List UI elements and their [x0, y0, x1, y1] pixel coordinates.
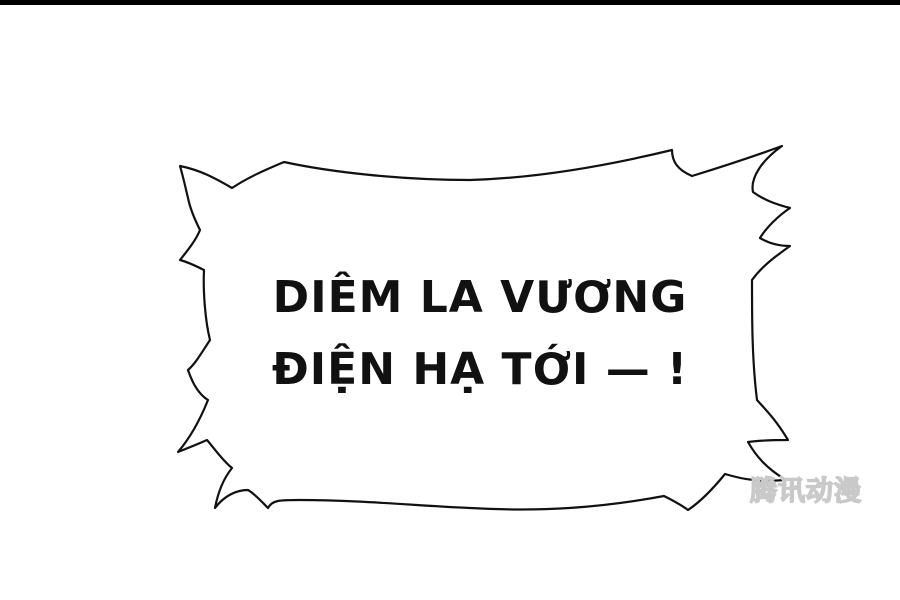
speech-line-2: ĐIỆN HẠ TỚI — ! [271, 344, 689, 395]
watermark-logo [748, 473, 890, 507]
watermark-text: 腾讯动漫 [750, 476, 862, 507]
watermark-logo-graphic [748, 473, 890, 507]
speech-text [250, 262, 710, 406]
speech-line-1: DIÊM LA VƯƠNG [272, 272, 688, 323]
